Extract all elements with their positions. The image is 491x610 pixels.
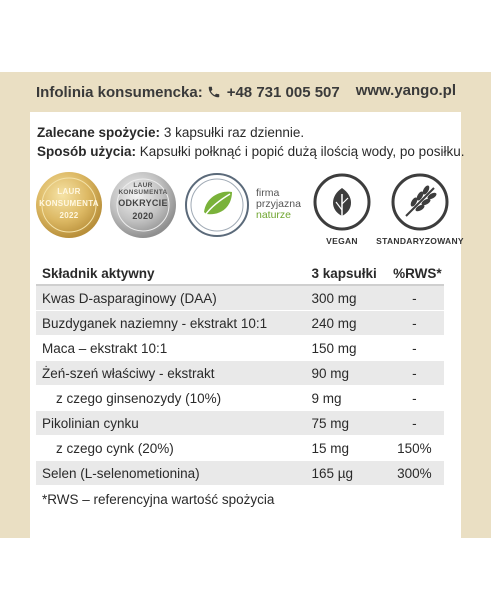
ingredient-name: Maca – ekstrakt 10:1 xyxy=(36,336,288,361)
laur-konsumenta-badge xyxy=(34,170,104,240)
vegan-label: VEGAN xyxy=(326,236,358,246)
phone-icon xyxy=(207,85,221,99)
ingredient-amount: 15 mg xyxy=(288,436,385,461)
firma-line1: firma xyxy=(256,187,280,199)
leaf-icon xyxy=(182,170,252,240)
table-row xyxy=(36,285,444,311)
laur-year: 2022 xyxy=(59,211,79,220)
ingredient-name: z czego ginsenozydy (10%) xyxy=(36,386,288,411)
ingredient-rws: - xyxy=(385,285,444,311)
ingredient-amount: 9 mg xyxy=(288,386,385,411)
phone-number: +48 731 005 507 xyxy=(226,83,340,101)
hotline-label: Infolinia konsumencka: xyxy=(36,83,203,101)
standard-label: STANDARYZOWANY xyxy=(376,236,464,246)
method-line xyxy=(37,142,464,161)
table-row xyxy=(36,436,444,461)
header-rws: %RWS* xyxy=(385,262,444,285)
dose-text: 3 kapsułki raz dziennie. xyxy=(163,125,305,140)
dose-line xyxy=(37,123,464,142)
ingredient-amount: 90 mg xyxy=(288,361,385,386)
method-text: Kapsułki połknąć i popić dużą ilością wody, po posiłku. xyxy=(139,144,465,159)
firma-line3: naturze xyxy=(256,209,292,221)
website-link[interactable]: www.yango.pl xyxy=(355,82,456,99)
ingredient-name: Selen (L-selenometionina) xyxy=(36,461,288,486)
herb-sprig-icon xyxy=(390,172,450,232)
odkrycie-year: 2020 xyxy=(132,211,154,221)
firma-text xyxy=(256,188,301,221)
odkrycie-line: ODKRYCIE xyxy=(118,198,168,208)
table-row xyxy=(36,386,444,411)
firma-line2: przyjazna xyxy=(256,198,301,210)
ingredient-name: Pikolinian cynku xyxy=(36,411,288,436)
ingredient-name: Buzdyganek naziemny - ekstrakt 10:1 xyxy=(36,311,288,336)
dose-label: Zalecane spożycie: xyxy=(37,125,161,140)
ingredient-rws: - xyxy=(385,336,444,361)
ingredient-amount: 75 mg xyxy=(288,411,385,436)
table-row xyxy=(36,311,444,336)
table-row xyxy=(36,411,444,436)
ingredient-name: Kwas D-asparaginowy (DAA) xyxy=(36,285,288,311)
ingredients-table xyxy=(36,262,444,486)
ingredient-name: Żeń-szeń właściwy - ekstrakt xyxy=(36,361,288,386)
odkrycie-top: LAUR KONSUMENTA xyxy=(118,182,168,196)
vegan-leaf-icon xyxy=(312,172,372,232)
method-label: Sposób użycia: xyxy=(37,144,137,159)
ingredient-rws: - xyxy=(385,361,444,386)
ingredient-rws: - xyxy=(385,411,444,436)
ingredient-amount: 240 mg xyxy=(288,311,385,336)
table-header-row xyxy=(36,262,444,285)
usage-block xyxy=(37,123,464,161)
ingredient-name: z czego cynk (20%) xyxy=(36,436,288,461)
header-ingredient: Składnik aktywny xyxy=(36,262,288,285)
odkrycie-badge xyxy=(108,170,178,240)
laur-line1: LAUR xyxy=(57,187,81,196)
hotline-bar xyxy=(36,82,456,102)
table-row xyxy=(36,336,444,361)
ingredient-rws: 300% xyxy=(385,461,444,486)
laur-line2: KONSUMENTA xyxy=(39,199,99,208)
ingredient-rws: - xyxy=(385,311,444,336)
rws-footnote: *RWS – referencyjna wartość spożycia xyxy=(42,492,275,507)
ingredient-rws: 150% xyxy=(385,436,444,461)
ingredient-amount: 165 µg xyxy=(288,461,385,486)
ingredient-amount: 150 mg xyxy=(288,336,385,361)
table-row xyxy=(36,461,444,486)
table-row xyxy=(36,361,444,386)
badges-row xyxy=(34,170,464,260)
header-amount: 3 kapsułki xyxy=(288,262,385,285)
ingredient-rws: - xyxy=(385,386,444,411)
ingredient-amount: 300 mg xyxy=(288,285,385,311)
